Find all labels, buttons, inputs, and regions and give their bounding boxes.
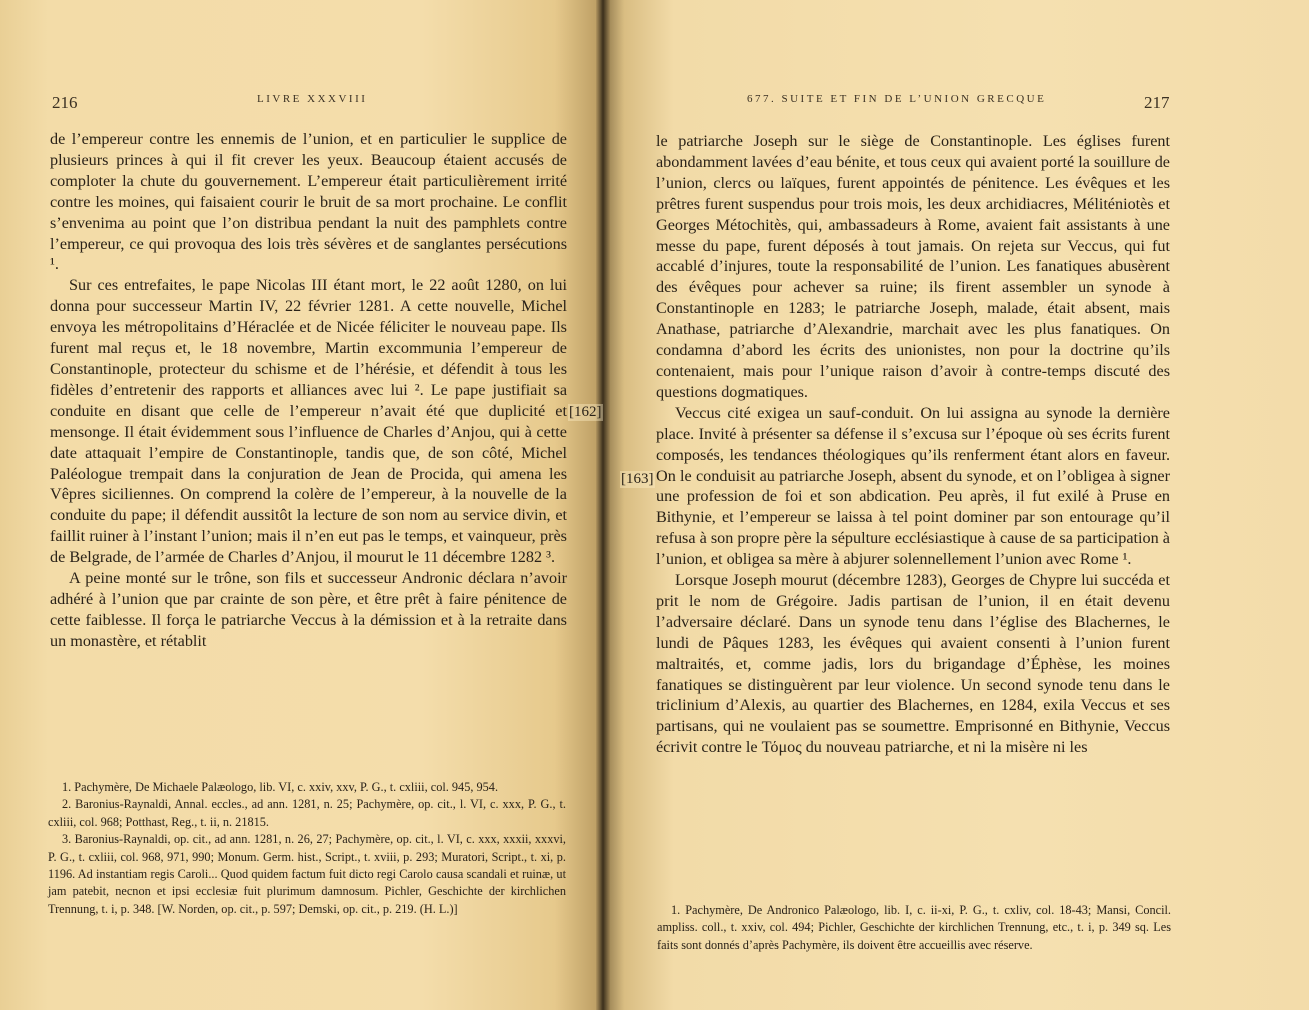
page-number: 216 (52, 93, 78, 112)
main-text (50, 129, 567, 652)
paragraph: Sur ces entrefaites, le pape Nicolas III étant mort, le 22 août 1280, on lui donna pour successeur Martin IV, 22 février 1281. A cette nouvelle, Michel envoya les métropolitains d’Héraclée et de Nicée féliciter le nouveau pape. Ils furent mal reçus et, le 18 novembre, Martin excommunia l’empereur de Constantinople, protecteur du schisme et de l’hérésie, et défendit à tous les fidèles d’entretenir des rapports et alliances avec lui ². Le pape justifiait sa conduite en disant que celle de l’empereur n’avait été que duplicité et mensonge. Il était évidemment sous l’influence de Charles d’Anjou, qui à cette date attaquait l’empire de Constantinople, tandis que, de son côté, Michel Paléologue trempait dans la conjuration de Jean de Procida, qui amena les Vêpres siciliennes. On comprend la colère de l’empereur, à la nouvelle de la conduite du pape; il défendit aussitôt la lecture de son nom au service divin, et faillit ruiner à l’instant l’union; mais il n’en eut pas le temps, et vainqueur, près de Belgrade, de l’armée de Charles d’Anjou, il mourut le 11 décembre 1282 ³. (50, 276, 567, 567)
paragraph: le patriarche Joseph sur le siège de Constantinople. Les églises furent abondamment lavées d’eau bénite, et tous ceux qui avaient porté la souillure de l’union, clercs ou laïques, furent appointés de pénitence. Les évêques et les prêtres furent suspendus pour trois mois, les deux archidiacres, Méliténiotès et Georges Métochitès, qui, ambassadeurs à Rome, avaient fait assistants à une messe du pape, furent déposés à tout jamais. On rejeta sur Veccus, qui fut accablé d’injures, toute la responsabilité de l’union. Les fanatiques abusèrent des évêques pour achever sa ruine; ils firent assembler un synode à Constantinople en 1283; le patriarche Joseph, malade, était absent, mais Anathase, patriarche d’Alexandrie, marchait avec les plus fanatiques. On condamna d’abord les écrits des unionistes, non pour la doctrine qu’ils contenaient, mais pour l’unique raison d’avoir à contre-temps discuté des questions dogmatiques. (656, 132, 1170, 401)
margin-page-marker: [163] (621, 471, 654, 487)
paragraph: A peine monté sur le trône, son fils et successeur Andronic déclara n’avoir adhéré à l’union que par crainte de son père, et être prêt à faire pénitence de cette faiblesse. Il força le patriarche Veccus à la démission et à la retraite dans un monastère, et rétablit (50, 569, 567, 650)
footnote: 2. Baronius-Raynaldi, Annal. eccles., ad ann. 1281, n. 25; Pachymère, op. cit., l. VI, c. xxx, P. G., t. cxliii, col. 968; Potthast, Reg., t. ii, n. 21815. (48, 797, 566, 829)
paragraph: de l’empereur contre les ennemis de l’union, et en particulier le supplice de plusieurs princes à qui il fit crever les yeux. Beaucoup étaient accusés de comploter la chute du gouvernement. L’empereur était particulièrement irrité contre les moines, qui faisaient courir le bruit de sa mort prochaine. Le conflit s’envenima au point que l’on distribua pendant la nuit des pamphlets contre l’empereur, ce qui provoqua des lois très sévères et de sanglantes persécutions ¹. (50, 130, 567, 274)
footnote: 1. Pachymère, De Andronico Palæologo, lib. I, c. ii-xi, P. G., t. cxliv, col. 18-43; Mansi, Concil. ampliss. coll., t. xxiv, col. 494; Pichler, Geschichte der kirchlichen Trennung, etc., t. i, p. 349 sq. Les faits sont donnés d’après Pachymère, ils doivent être accueillis avec réserve. (657, 903, 1171, 952)
left-page (0, 0, 603, 1010)
page-number: 217 (1144, 93, 1170, 112)
paragraph: Lorsque Joseph mourut (décembre 1283), Georges de Chypre lui succéda et prit le nom de Grégoire. Jadis partisan de l’union, il en était devenu l’adversaire déclaré. Dans un synode tenu dans l’église des Blachernes, le lundi de Pâques 1283, les évêques qui avaient consenti à l’union furent maltraités, et, comme jadis, lors du brigandage d’Éphèse, les moines fanatiques se distinguèrent par leur violence. Un second synode tenu dans le triclinium d’Alexis, au quartier des Blachernes, en 1284, exila Veccus et ses partisans, qui ne voulaient pas se soumettre. Emprisonné en Bithynie, Veccus écrivit contre le Τόμος du nouveau patriarche, et ni la misère ni les (656, 571, 1170, 757)
footnote: 1. Pachymère, De Michaele Palæologo, lib. VI, c. xxiv, xxv, P. G., t. cxliii, col. 945, 954. (62, 780, 499, 794)
running-head: 677. SUITE ET FIN DE L’UNION GRECQUE (747, 93, 1047, 105)
footnotes (657, 902, 1171, 954)
paragraph: Veccus cité exigea un sauf-conduit. On lui assigna au synode la dernière place. Invité à présenter sa défense il s’excusa sur l’époque où ses écrits furent composés, les tendances théologiques qu’ils renferment étant alors en faveur. On le conduisit au patriarche Joseph, absent du synode, et on l’obligea à signer une profession de foi et son abdication. Peu après, il fut exilé à Pruse en Bithynie, et l’empereur se laissa à tel point dominer par son entourage qu’il refusa à son propre père la sépulture ecclésiastique à cause de sa participation à l’union, et obligea sa mère à abjurer solennellement l’union avec Rome ¹. (656, 403, 1170, 569)
margin-page-marker: [162] (569, 404, 602, 420)
footnotes (48, 779, 566, 918)
main-text (656, 131, 1170, 758)
footnote: 3. Baronius-Raynaldi, op. cit., ad ann. 1281, n. 26, 27; Pachymère, op. cit., l. VI, c. xxx, xxxii, xxxvi, P. G., t. cxliii, col. 968, 971, 990; Monum. Germ. hist., Script., t. xviii, p. 293; Muratori, Script., t. xi, p. 1196. Ad instantiam regis Caroli... Quod quidem factum fuit dicto regi Carolo causa scandali et ruinæ, ut jam patebit, necnon et ipsi ecclesiæ fuit plurimum damnosum. Pichler, Geschichte der kirchlichen Trennung, t. i, p. 348. [W. Norden, op. cit., p. 597; Demski, op. cit., p. 219. (H. L.)] (48, 832, 566, 916)
running-head: LIVRE XXXVIII (257, 93, 368, 105)
book-gutter (596, 0, 610, 1010)
